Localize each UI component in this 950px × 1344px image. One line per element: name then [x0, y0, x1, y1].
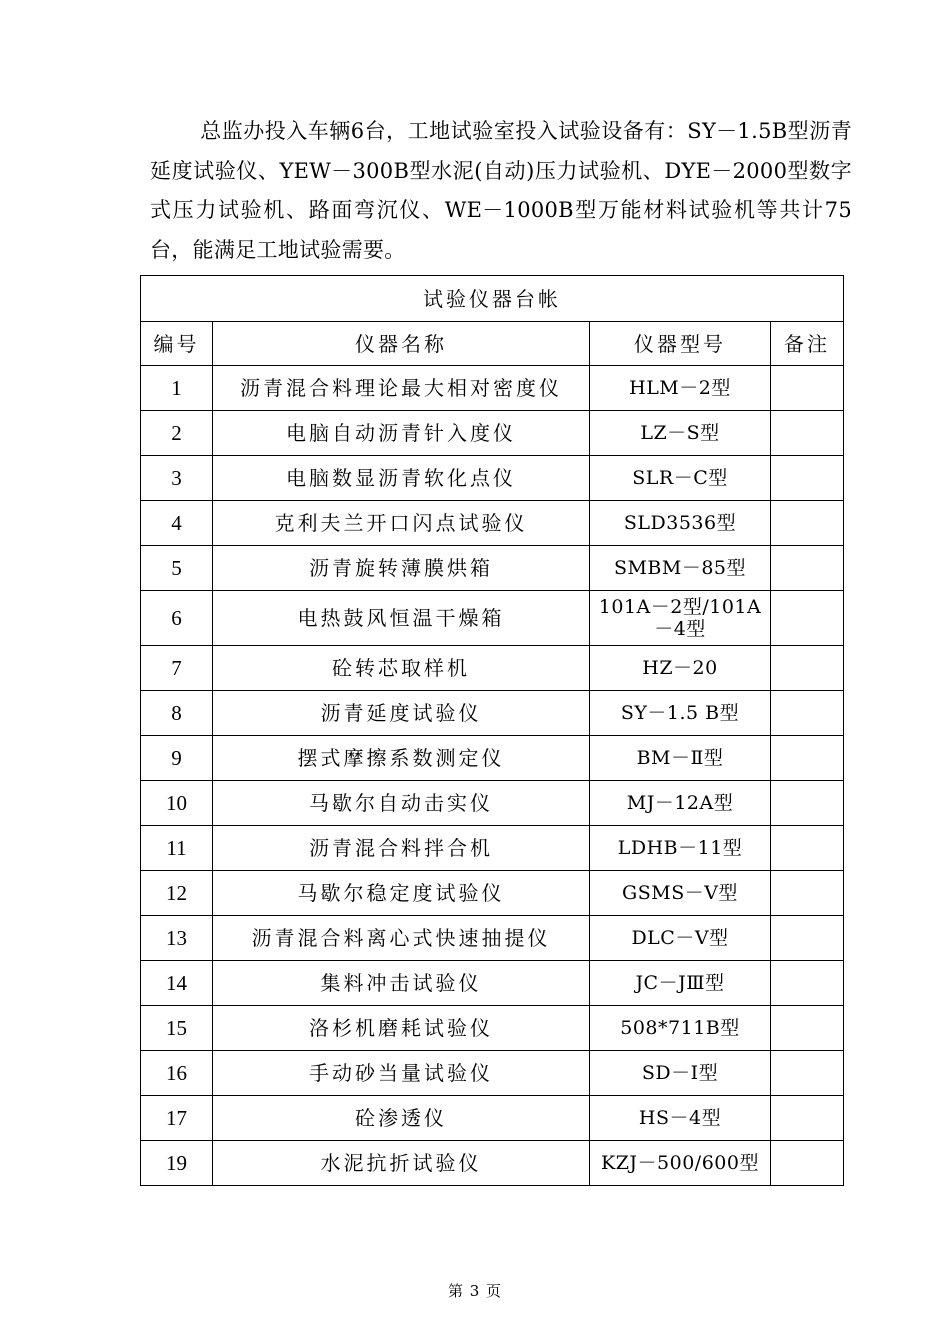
cell-remark — [771, 1006, 844, 1051]
cell-remark — [771, 1141, 844, 1186]
cell-model: LDHB－11型 — [590, 826, 771, 871]
table-row — [141, 1141, 844, 1186]
cell-model: LZ－S型 — [590, 411, 771, 456]
cell-name: 砼渗透仪 — [213, 1096, 590, 1141]
cell-name: 水泥抗折试验仪 — [213, 1141, 590, 1186]
cell-model: HS－4型 — [590, 1096, 771, 1141]
cell-no: 11 — [141, 826, 213, 871]
cell-no: 19 — [141, 1141, 213, 1186]
cell-no: 7 — [141, 646, 213, 691]
table-title-row — [141, 276, 844, 322]
cell-remark — [771, 781, 844, 826]
table-row — [141, 646, 844, 691]
cell-name: 集料冲击试验仪 — [213, 961, 590, 1006]
header-remark: 备注 — [771, 322, 844, 366]
cell-name: 克利夫兰开口闪点试验仪 — [213, 501, 590, 546]
cell-no: 13 — [141, 916, 213, 961]
table-row — [141, 781, 844, 826]
table-row — [141, 916, 844, 961]
cell-name: 手动砂当量试验仪 — [213, 1051, 590, 1096]
table-row — [141, 411, 844, 456]
cell-name: 砼转芯取样机 — [213, 646, 590, 691]
cell-model: HZ－20 — [590, 646, 771, 691]
cell-no: 5 — [141, 546, 213, 591]
cell-name: 沥青延度试验仪 — [213, 691, 590, 736]
table-row — [141, 1051, 844, 1096]
table-row — [141, 736, 844, 781]
cell-no: 15 — [141, 1006, 213, 1051]
cell-remark — [771, 1096, 844, 1141]
table-row — [141, 691, 844, 736]
cell-remark — [771, 691, 844, 736]
cell-name: 沥青混合料拌合机 — [213, 826, 590, 871]
cell-remark — [771, 961, 844, 1006]
cell-remark — [771, 411, 844, 456]
cell-name: 电热鼓风恒温干燥箱 — [213, 591, 590, 646]
table-header-row — [141, 322, 844, 366]
page-number: 第 3 页 — [447, 1282, 503, 1300]
cell-no: 9 — [141, 736, 213, 781]
cell-model: MJ－12A型 — [590, 781, 771, 826]
table-row — [141, 1096, 844, 1141]
table-title: 试验仪器台帐 — [141, 276, 844, 322]
cell-model: JC－JⅢ型 — [590, 961, 771, 1006]
intro-paragraph-text: 总监办投入车辆6台，工地试验室投入试验设备有：SY－1.5B型沥青延度试验仪、YEW－300B型水泥(自动)压力试验机、DYE－2000型数字式压力试验机、路面弯沉仪、WE－1000B型万能材料试验机等共计75台，能满足工地试验需要。 — [150, 119, 852, 262]
cell-name: 沥青混合料离心式快速抽提仪 — [213, 916, 590, 961]
cell-remark — [771, 591, 844, 646]
cell-no: 14 — [141, 961, 213, 1006]
cell-no: 12 — [141, 871, 213, 916]
cell-name: 马歇尔稳定度试验仪 — [213, 871, 590, 916]
cell-no: 8 — [141, 691, 213, 736]
header-no: 编号 — [141, 322, 213, 366]
intro-paragraph — [150, 112, 852, 270]
cell-no: 6 — [141, 591, 213, 646]
table-row — [141, 456, 844, 501]
cell-remark — [771, 456, 844, 501]
cell-name: 沥青混合料理论最大相对密度仪 — [213, 366, 590, 411]
cell-no: 17 — [141, 1096, 213, 1141]
cell-no: 16 — [141, 1051, 213, 1096]
equipment-ledger-table — [140, 275, 844, 1186]
cell-model: SMBM－85型 — [590, 546, 771, 591]
table-body — [141, 366, 844, 1186]
cell-model: DLC－V型 — [590, 916, 771, 961]
cell-remark — [771, 366, 844, 411]
cell-remark — [771, 916, 844, 961]
header-name: 仪器名称 — [213, 322, 590, 366]
cell-name: 电脑自动沥青针入度仪 — [213, 411, 590, 456]
cell-name: 沥青旋转薄膜烘箱 — [213, 546, 590, 591]
table-row — [141, 591, 844, 646]
cell-name: 摆式摩擦系数测定仪 — [213, 736, 590, 781]
cell-model: 101A－2型/101A－4型 — [590, 591, 771, 646]
cell-remark — [771, 501, 844, 546]
cell-no: 3 — [141, 456, 213, 501]
cell-model: SLR－C型 — [590, 456, 771, 501]
cell-name: 洛杉机磨耗试验仪 — [213, 1006, 590, 1051]
table-row — [141, 1006, 844, 1051]
cell-model: 508*711B型 — [590, 1006, 771, 1051]
cell-remark — [771, 871, 844, 916]
cell-model: KZJ－500/600型 — [590, 1141, 771, 1186]
cell-name: 电脑数显沥青软化点仪 — [213, 456, 590, 501]
cell-remark — [771, 546, 844, 591]
cell-no: 1 — [141, 366, 213, 411]
cell-no: 2 — [141, 411, 213, 456]
table-row — [141, 546, 844, 591]
cell-model: SY－1.5 B型 — [590, 691, 771, 736]
cell-remark — [771, 826, 844, 871]
cell-remark — [771, 1051, 844, 1096]
cell-no: 10 — [141, 781, 213, 826]
cell-no: 4 — [141, 501, 213, 546]
cell-model: GSMS－V型 — [590, 871, 771, 916]
table-row — [141, 961, 844, 1006]
table-row — [141, 366, 844, 411]
table-row — [141, 501, 844, 546]
cell-name: 马歇尔自动击实仪 — [213, 781, 590, 826]
table-row — [141, 871, 844, 916]
cell-model: HLM－2型 — [590, 366, 771, 411]
cell-remark — [771, 736, 844, 781]
cell-model: SLD3536型 — [590, 501, 771, 546]
cell-model: BM－Ⅱ型 — [590, 736, 771, 781]
cell-remark — [771, 646, 844, 691]
cell-model: SD－Ⅰ型 — [590, 1051, 771, 1096]
table-row — [141, 826, 844, 871]
header-model: 仪器型号 — [590, 322, 771, 366]
